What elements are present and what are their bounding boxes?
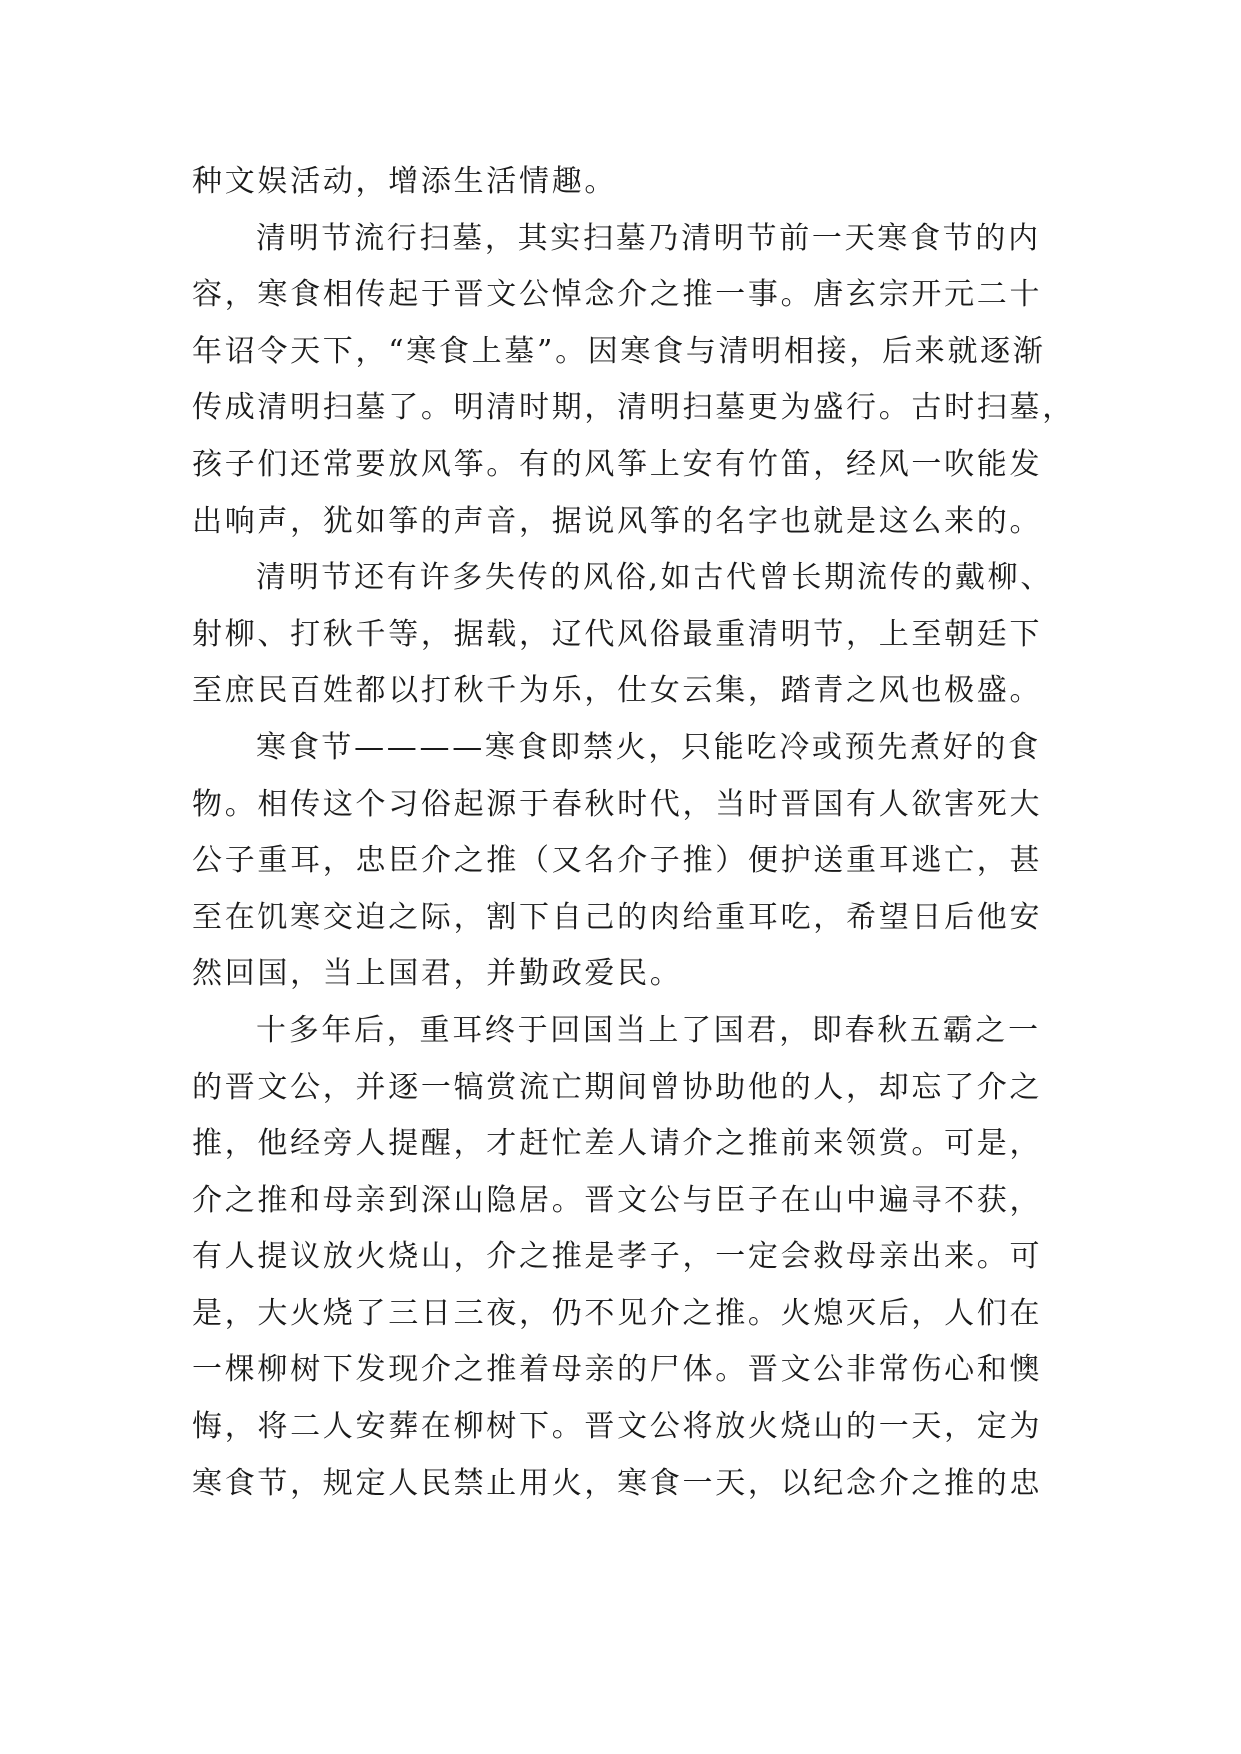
text-line: 公子重耳，忠臣介之推（又名介子推）便护送重耳逃亡，甚 [192,843,1043,879]
text-line: 有人提议放火烧山，介之推是孝子，一定会救母亲出来。可 [192,1239,1043,1275]
text-line: 容，寒食相传起于晋文公悼念介之推一事。唐玄宗开元二十 [192,277,1043,313]
text-line: 的晋文公，并逐一犒赏流亡期间曾协助他的人，却忘了介之 [192,1069,1043,1105]
text-line: 介之推和母亲到深山隐居。晋文公与臣子在山中遍寻不获， [192,1182,1043,1218]
text-line: 物。相传这个习俗起源于春秋时代，当时晋国有人欲害死大 [192,786,1043,822]
text-line: 至庶民百姓都以打秋千为乐，仕女云集，踏青之风也极盛。 [192,673,1043,709]
text-line: 清明节流行扫墓，其实扫墓乃清明节前一天寒食节的内 [256,220,1041,256]
text-line: 一棵柳树下发现介之推着母亲的尸体。晋文公非常伤心和懊 [192,1352,1043,1388]
body-text [192,154,1075,1512]
text-line: 出响声，犹如筝的声音，据说风筝的名字也就是这么来的。 [192,503,1043,539]
text-line: 寒食节————寒食即禁火，只能吃冷或预先煮好的食 [256,729,1041,765]
text-line: 寒食节，规定人民禁止用火，寒食一天，以纪念介之推的忠 [192,1465,1043,1501]
text-line: 传成清明扫墓了。明清时期，清明扫墓更为盛行。古时扫墓， [192,390,1075,426]
text-line: 种文娱活动，增添生活情趣。 [192,164,618,199]
text-line: 然回国，当上国君，并勤政爱民。 [192,956,683,992]
text-line: 孩子们还常要放风筝。有的风筝上安有竹笛，经风一吹能发 [192,446,1043,482]
text-line: 清明节还有许多失传的风俗,如古代曾长期流传的戴柳、 [256,560,1054,596]
text-line: 年诏令天下，“寒食上墓”。因寒食与清明相接，后来就逐渐 [192,333,1046,369]
text-line: 至在饥寒交迫之际，割下自己的肉给重耳吃，希望日后他安 [192,899,1043,935]
text-line: 十多年后，重耳终于回国当上了国君，即春秋五霸之一 [256,1012,1041,1048]
text-line: 悔，将二人安葬在柳树下。晋文公将放火烧山的一天，定为 [192,1409,1043,1445]
text-line: 射柳、打秋千等，据载，辽代风俗最重清明节，上至朝廷下 [192,616,1043,652]
text-line: 推，他经旁人提醒，才赶忙差人请介之推前来领赏。可是， [192,1126,1043,1162]
text-line: 是，大火烧了三日三夜，仍不见介之推。火熄灭后，人们在 [192,1295,1043,1331]
